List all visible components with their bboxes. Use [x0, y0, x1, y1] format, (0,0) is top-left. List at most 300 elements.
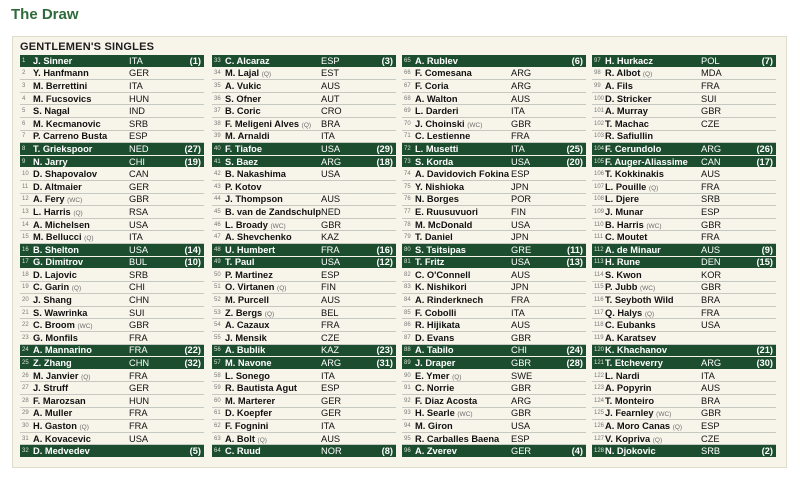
player-row — [592, 370, 776, 383]
draw-position: 116 — [594, 297, 604, 304]
player-cell — [605, 333, 701, 343]
draw-position: 61 — [214, 410, 221, 417]
player-cell — [605, 220, 701, 230]
country-code: GBR — [511, 118, 532, 129]
country-code: CHI — [129, 282, 146, 293]
country-code: AUS — [321, 80, 341, 91]
player-row — [20, 269, 204, 282]
draw-position: 79 — [404, 234, 411, 241]
player-name: T. Fritz — [415, 257, 445, 268]
seeded-player-row — [20, 345, 204, 358]
player-row — [20, 294, 204, 307]
seeded-player-row — [402, 445, 586, 458]
player-cell — [605, 396, 701, 406]
country-code: GER — [511, 446, 532, 457]
draw-position: 100 — [594, 95, 605, 102]
seeded-player-row — [20, 156, 204, 169]
player-name: M. Lajal — [225, 68, 260, 79]
player-cell — [605, 68, 701, 78]
draw-position: 20 — [22, 297, 29, 304]
country-code: FRA — [321, 320, 340, 331]
player-row — [592, 68, 776, 81]
player-name: P. Martinez — [225, 269, 273, 280]
player-cell — [415, 106, 511, 116]
player-row — [20, 408, 204, 421]
draw-position: 22 — [22, 322, 29, 329]
player-cell — [415, 131, 511, 141]
player-name: V. Kopriva — [605, 433, 651, 444]
player-name: M. Fucsovics — [33, 93, 92, 104]
draw-position: 37 — [214, 108, 221, 115]
draw-position: 17 — [22, 259, 29, 266]
seed-number: (23) — [376, 345, 393, 356]
draw-position: 63 — [214, 435, 221, 442]
draw-position: 84 — [404, 297, 411, 304]
country-code: ARG — [701, 358, 722, 369]
draw-position: 49 — [214, 259, 221, 266]
draw-position: 15 — [22, 234, 29, 241]
player-cell — [225, 56, 321, 66]
seeded-player-row — [592, 345, 776, 358]
player-cell — [225, 282, 321, 292]
player-name: S. Korda — [415, 156, 454, 167]
draw-position: 25 — [22, 360, 29, 367]
player-name: M. McDonald — [415, 219, 473, 230]
player-name: S. Nagal — [33, 106, 70, 117]
player-row — [592, 408, 776, 421]
player-cell — [605, 270, 701, 280]
player-cell — [605, 169, 701, 179]
player-name: M. Berrettini — [33, 80, 88, 91]
entry-tag: (Q) — [277, 285, 287, 293]
entry-tag: (Q) — [79, 424, 89, 432]
player-cell — [225, 119, 321, 129]
player-name: M. Janvier — [33, 370, 79, 381]
player-cell — [415, 157, 511, 167]
seeded-player-row — [212, 345, 396, 358]
player-row — [212, 370, 396, 383]
player-row — [402, 307, 586, 320]
player-name: M. Navone — [225, 358, 272, 369]
player-row — [402, 80, 586, 93]
player-cell — [415, 232, 511, 242]
player-cell — [415, 56, 511, 66]
draw-position: 97 — [594, 57, 601, 64]
player-row — [402, 395, 586, 408]
player-cell — [33, 68, 129, 78]
player-row — [402, 408, 586, 421]
player-row — [20, 382, 204, 395]
player-row — [20, 80, 204, 93]
seeded-player-row — [212, 55, 396, 68]
country-code: AUS — [701, 244, 721, 255]
player-cell — [33, 282, 129, 292]
seed-number: (20) — [566, 156, 583, 167]
player-row — [402, 282, 586, 295]
seeded-player-row — [402, 257, 586, 270]
player-cell — [415, 207, 511, 217]
draw-position: 45 — [214, 208, 221, 215]
draw-position: 51 — [214, 284, 221, 291]
player-row — [20, 93, 204, 106]
player-row — [592, 168, 776, 181]
player-cell — [33, 207, 129, 217]
player-cell — [415, 119, 511, 129]
draw-position: 11 — [22, 183, 29, 190]
player-cell — [605, 194, 701, 204]
player-row — [592, 181, 776, 194]
player-row — [212, 282, 396, 295]
player-cell — [415, 320, 511, 330]
player-row — [592, 80, 776, 93]
player-name: A. Kovacevic — [33, 433, 91, 444]
country-code: CAN — [701, 156, 721, 167]
player-name: J. Draper — [415, 358, 456, 369]
country-code: ARG — [511, 80, 532, 91]
seed-number: (13) — [566, 257, 583, 268]
country-code: ESP — [129, 131, 148, 142]
player-row — [592, 382, 776, 395]
draw-position: 81 — [404, 259, 411, 266]
player-row — [402, 370, 586, 383]
country-code: AUS — [511, 269, 531, 280]
player-row — [402, 131, 586, 144]
country-code: CZE — [321, 332, 340, 343]
country-code: ITA — [129, 80, 143, 91]
draw-position: 12 — [22, 196, 29, 203]
player-name: C. Norrie — [415, 383, 455, 394]
player-cell — [33, 144, 129, 154]
player-cell — [33, 383, 129, 393]
draw-position: 126 — [594, 423, 605, 430]
player-row — [212, 319, 396, 332]
draw-position: 101 — [594, 108, 605, 115]
entry-tag: (Q) — [652, 436, 663, 444]
player-name: E. Ymer — [415, 370, 450, 381]
draw-position: 94 — [404, 423, 411, 430]
entry-tag: (Q) — [71, 285, 82, 293]
player-name: A. Tabilo — [415, 345, 454, 356]
draw-position: 6 — [22, 120, 26, 127]
seeded-player-row — [212, 244, 396, 257]
country-code: JPN — [511, 232, 529, 243]
player-cell — [33, 358, 129, 368]
country-code: NED — [129, 143, 149, 154]
player-cell — [225, 68, 321, 78]
country-code: HUN — [129, 93, 150, 104]
country-code: USA — [321, 169, 341, 180]
seed-number: (2) — [761, 446, 773, 457]
player-cell — [33, 270, 129, 280]
player-cell — [415, 144, 511, 154]
player-name: J. Shang — [33, 295, 72, 306]
player-name: F. Fognini — [225, 421, 269, 432]
player-name: F. Cerundolo — [605, 143, 662, 154]
player-cell — [605, 81, 701, 91]
seeded-player-row — [402, 357, 586, 370]
draw-position: 110 — [594, 221, 604, 228]
country-code: ARG — [321, 156, 342, 167]
draw-position: 74 — [404, 171, 411, 178]
country-code: ESP — [321, 383, 340, 394]
country-code: BRA — [701, 395, 721, 406]
player-row — [212, 206, 396, 219]
player-row — [212, 219, 396, 232]
player-cell — [415, 245, 511, 255]
player-name: G. Dimitrov — [33, 257, 84, 268]
draw-position: 35 — [214, 82, 221, 89]
seed-number: (9) — [761, 244, 773, 255]
player-name: B. Harris — [605, 219, 644, 230]
player-row — [592, 319, 776, 332]
draw-position: 19 — [22, 284, 29, 291]
draw-position: 93 — [404, 410, 411, 417]
entry-tag: (Q) — [261, 71, 272, 79]
seeded-player-row — [402, 345, 586, 358]
draw-position: 46 — [214, 221, 221, 228]
draw-position: 44 — [214, 196, 221, 203]
player-cell — [225, 207, 321, 217]
player-cell — [415, 383, 511, 393]
player-name: L. Sonego — [225, 370, 270, 381]
player-name: M. Arnaldi — [225, 131, 270, 142]
player-name: H. Gaston — [33, 421, 77, 432]
draw-position: 105 — [594, 158, 605, 165]
seed-number: (8) — [381, 446, 393, 457]
player-cell — [33, 421, 129, 431]
seeded-player-row — [592, 357, 776, 370]
draw-position: 71 — [404, 133, 411, 140]
draw-position: 86 — [404, 322, 411, 329]
player-row — [592, 131, 776, 144]
player-name: R. Hijikata — [415, 320, 460, 331]
country-code: FIN — [511, 206, 526, 217]
player-row — [402, 294, 586, 307]
seeded-player-row — [20, 143, 204, 156]
player-cell — [605, 371, 701, 381]
player-cell — [225, 169, 321, 179]
draw-position: 87 — [404, 334, 411, 341]
country-code: GER — [321, 408, 342, 419]
draw-position: 56 — [214, 347, 221, 354]
player-cell — [225, 345, 321, 355]
draw-position: 125 — [594, 410, 605, 417]
country-code: USA — [129, 219, 149, 230]
country-code: USA — [701, 320, 721, 331]
country-code: NED — [321, 206, 341, 217]
player-row — [212, 118, 396, 131]
player-name: A. Rublev — [415, 55, 458, 66]
seed-number: (16) — [376, 244, 393, 255]
country-code: FRA — [321, 244, 340, 255]
player-cell — [225, 434, 321, 444]
player-cell — [415, 282, 511, 292]
entry-tag: (Q) — [672, 424, 683, 432]
draw-position: 68 — [404, 95, 411, 102]
seed-number: (6) — [571, 55, 583, 66]
seeded-player-row — [20, 244, 204, 257]
player-name: Q. Halys — [605, 307, 643, 318]
player-cell — [605, 308, 701, 318]
player-name: K. Khachanov — [605, 345, 667, 356]
player-name: T. Paul — [225, 257, 255, 268]
draw-position: 89 — [404, 360, 411, 367]
player-row — [592, 433, 776, 446]
seed-number: (4) — [571, 446, 583, 457]
player-name: A. Murray — [605, 106, 648, 117]
player-row — [402, 168, 586, 181]
player-name: D. Lajovic — [33, 269, 77, 280]
draw-position: 103 — [594, 133, 605, 140]
entry-tag: (Q) — [301, 121, 312, 129]
player-name: O. Virtanen — [225, 282, 275, 293]
country-code: CHI — [511, 345, 528, 356]
player-cell — [605, 56, 701, 66]
draw-position: 109 — [594, 208, 605, 215]
entry-tag: (WC) — [656, 411, 672, 419]
seeded-player-row — [592, 445, 776, 458]
player-row — [20, 307, 204, 320]
draw-position: 8 — [22, 145, 26, 152]
player-row — [592, 118, 776, 131]
draw-position: 33 — [214, 57, 221, 64]
draw-position: 65 — [404, 57, 411, 64]
draw-position: 7 — [22, 133, 26, 140]
country-code: AUS — [511, 320, 531, 331]
player-name: N. Borges — [415, 194, 459, 205]
player-row — [212, 80, 396, 93]
country-code: ESP — [321, 55, 340, 66]
player-row — [592, 219, 776, 232]
country-code: GBR — [511, 358, 532, 369]
seeded-player-row — [212, 357, 396, 370]
draw-position: 72 — [404, 145, 411, 152]
player-name: J. Choinski — [415, 118, 465, 129]
player-name: A. Rinderknech — [415, 295, 484, 306]
seeded-player-row — [592, 55, 776, 68]
seed-number: (5) — [189, 446, 201, 457]
draw-position: 98 — [594, 70, 601, 77]
player-cell — [415, 194, 511, 204]
player-cell — [415, 257, 511, 267]
player-cell — [605, 257, 701, 267]
draw-position: 3 — [22, 82, 26, 89]
player-row — [212, 433, 396, 446]
player-name: C. O'Connell — [415, 269, 471, 280]
player-name: N. Jarry — [33, 156, 68, 167]
country-code: CHN — [129, 358, 150, 369]
player-row — [212, 408, 396, 421]
player-row — [20, 370, 204, 383]
player-cell — [225, 358, 321, 368]
seeded-player-row — [20, 445, 204, 458]
country-code: BRA — [321, 118, 341, 129]
player-cell — [225, 157, 321, 167]
player-cell — [225, 257, 321, 267]
draw-position: 80 — [404, 246, 411, 253]
player-cell — [605, 434, 701, 444]
draw-position: 70 — [404, 120, 411, 127]
player-row — [212, 68, 396, 81]
player-name: F. Diaz Acosta — [415, 395, 478, 406]
draw-position: 115 — [594, 284, 604, 291]
player-name: M. Marterer — [225, 395, 276, 406]
player-cell — [605, 131, 701, 141]
draw-position: 14 — [22, 221, 29, 228]
player-cell — [605, 232, 701, 242]
country-code: GBR — [701, 106, 722, 117]
player-cell — [415, 295, 511, 305]
player-row — [592, 294, 776, 307]
player-cell — [415, 446, 511, 456]
player-row — [20, 68, 204, 81]
draw-position: 60 — [214, 397, 221, 404]
player-cell — [605, 358, 701, 368]
player-name: M. Kecmanovic — [33, 118, 101, 129]
seed-number: (15) — [756, 257, 773, 268]
country-code: ITA — [511, 106, 525, 117]
draw-position: 113 — [594, 259, 604, 266]
player-name: L. Harris — [33, 206, 71, 217]
draw-column — [20, 55, 204, 458]
seed-number: (19) — [184, 156, 201, 167]
draw-position: 27 — [22, 385, 29, 392]
player-row — [592, 231, 776, 244]
player-row — [20, 332, 204, 345]
draw-position: 85 — [404, 309, 411, 316]
country-code: USA — [321, 143, 341, 154]
country-code: ESP — [511, 433, 530, 444]
player-name: J. Thompson — [225, 194, 283, 205]
country-code: ITA — [511, 307, 525, 318]
seed-number: (27) — [184, 143, 201, 154]
player-name: A. Fils — [605, 80, 633, 91]
player-name: F. Auger-Aliassime — [605, 156, 688, 167]
draw-position: 40 — [214, 145, 221, 152]
player-name: Z. Zhang — [33, 358, 72, 369]
player-name: P. Carreno Busta — [33, 131, 108, 142]
player-name: E. Ruusuvuori — [415, 206, 479, 217]
player-name: B. Shelton — [33, 244, 79, 255]
player-name: H. Hurkacz — [605, 55, 654, 66]
player-name: B. van de Zandschulp — [225, 206, 321, 217]
player-cell — [225, 245, 321, 255]
seed-number: (17) — [756, 156, 773, 167]
player-cell — [33, 81, 129, 91]
player-name: L. Musetti — [415, 143, 459, 154]
player-name: A. de Minaur — [605, 244, 661, 255]
player-name: A. Vukic — [225, 80, 262, 91]
player-cell — [605, 446, 701, 456]
draw-position: 120 — [594, 347, 605, 354]
player-name: Z. Bergs — [225, 307, 263, 318]
player-name: D. Evans — [415, 332, 455, 343]
player-row — [402, 93, 586, 106]
seed-number: (25) — [566, 143, 583, 154]
player-name: T. Daniel — [415, 232, 453, 243]
country-code: GBR — [129, 194, 150, 205]
player-name: M. Purcell — [225, 295, 269, 306]
country-code: GRE — [511, 244, 532, 255]
player-row — [20, 319, 204, 332]
player-cell — [415, 333, 511, 343]
player-cell — [415, 68, 511, 78]
player-cell — [33, 194, 129, 204]
draw-position: 122 — [594, 372, 605, 379]
draw-position: 4 — [22, 95, 26, 102]
player-row — [20, 194, 204, 207]
player-row — [402, 382, 586, 395]
